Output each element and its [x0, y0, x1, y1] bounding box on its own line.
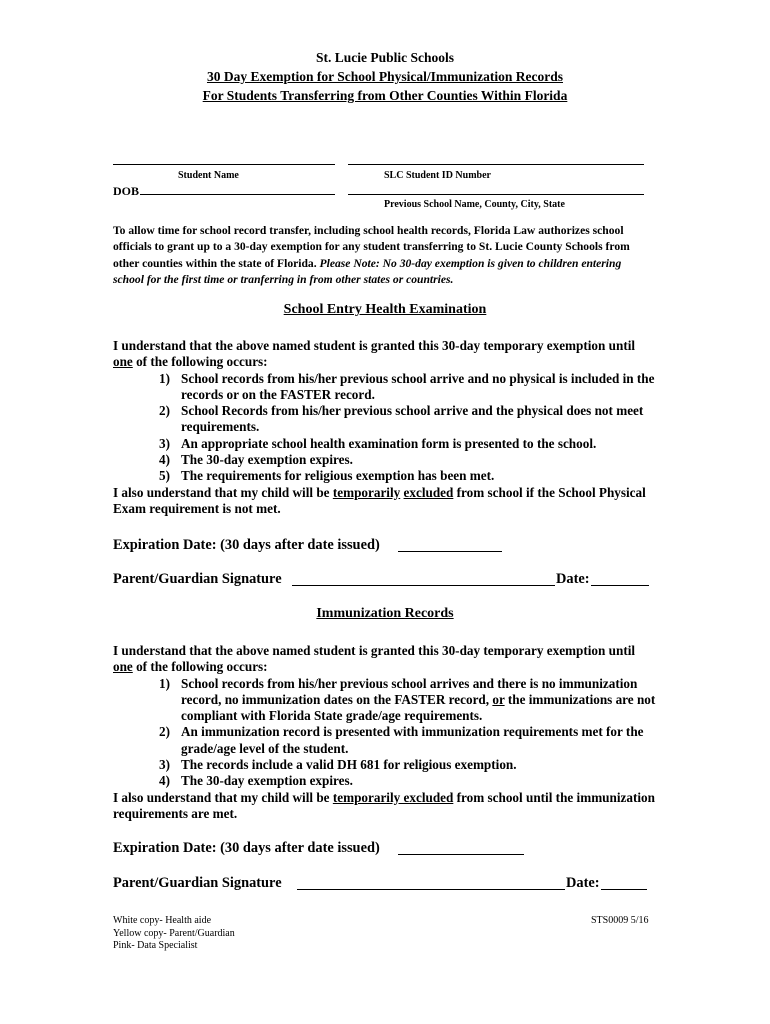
list-item-number: 3) [159, 435, 170, 451]
list-item-number: 2) [159, 724, 170, 740]
list-item-text: The requirements for religious exemption has been met. [181, 468, 495, 484]
one-emphasis: one [113, 354, 133, 370]
list-item-number: 4) [159, 773, 170, 789]
intro-paragraph [113, 223, 653, 288]
immunization-heading: Immunization Records [316, 606, 454, 621]
physical-expiration-label: Expiration Date: (30 days after date issued) [113, 537, 380, 553]
slc-id-label: SLC Student ID Number [384, 170, 491, 181]
list-item: 1) School records from his/her previous school arrives and there is no immunization record, no immunization dates on the FASTER record, or the immunizations are not compliant with Florida State grade/age requirements. [159, 675, 656, 724]
immunization-conditions-list [113, 676, 658, 725]
physical-closing: I also understand that my child will be temporarily excluded from school if the School Physical Exam requirement is not met. [113, 484, 646, 516]
form-subtitle: For Students Transferring from Other Counties Within Florida [202, 88, 568, 103]
list-item [113, 468, 658, 484]
copy-pink: Pink- Data Specialist [113, 940, 198, 951]
list-item-text: School Records from his/her previous school arrive and the physical does not meet requirements. [181, 403, 644, 435]
copy-yellow: Yellow copy- Parent/Guardian [113, 927, 235, 939]
physical-lead: I understand that the above named student is granted this 30-day temporary exemption until one of the following occurs: [113, 338, 636, 370]
physical-section [113, 338, 658, 517]
physical-signature-label: Parent/Guardian Signature [113, 571, 282, 587]
student-name-line[interactable] [113, 164, 335, 165]
physical-signature-line[interactable] [292, 585, 555, 586]
one-emphasis: one [113, 659, 133, 675]
physical-date-label: Date: [556, 571, 590, 587]
form-id: STS0009 5/16 [591, 915, 649, 926]
intro-note: Please Note: No 30-day exemption is given to children entering school for the first time or tranferring in from other states or countries. [113, 256, 622, 286]
previous-school-label: Previous School Name, County, City, State [384, 199, 565, 210]
list-item-number: 1) [159, 370, 170, 386]
excluded-emphasis: excluded [403, 484, 454, 500]
physical-heading: School Entry Health Examination [283, 302, 487, 317]
form-title: 30 Day Exemption for School Physical/Immunization Records [206, 69, 563, 84]
list-item-number: 2) [159, 403, 170, 419]
immunization-signature-label: Parent/Guardian Signature [113, 875, 282, 891]
physical-date-line[interactable] [591, 585, 649, 586]
or-emphasis: or [492, 691, 505, 707]
list-item-number: 3) [159, 757, 170, 773]
form-header [0, 48, 770, 105]
physical-conditions-list [113, 371, 658, 485]
list-item [113, 371, 658, 404]
immunization-expiration-line[interactable] [398, 854, 524, 855]
list-item [113, 403, 658, 436]
immunization-section [113, 643, 658, 822]
list-item [113, 757, 658, 773]
immunization-conditions-list-rest [113, 724, 658, 789]
dob-line[interactable] [140, 194, 335, 195]
immunization-closing: I also understand that my child will be temporarily excluded from school until the immunization requirements are met. [113, 789, 655, 821]
immunization-expiration-label: Expiration Date: (30 days after date issued) [113, 840, 380, 856]
slc-id-line[interactable] [348, 164, 644, 165]
list-item-text: An appropriate school health examination form is presented to the school. [181, 435, 597, 451]
immunization-date-line[interactable] [601, 889, 647, 890]
copy-white: White copy- Health aide [113, 915, 212, 926]
immunization-date-label: Date: [566, 875, 600, 891]
list-item-text: The 30-day exemption expires. [181, 773, 353, 789]
immunization-lead: I understand that the above named student is granted this 30-day temporary exemption until one of the following occurs: [113, 643, 636, 675]
temporarily-emphasis: temporarily [332, 484, 401, 500]
previous-school-line[interactable] [348, 194, 644, 195]
list-item-text: School records from his/her previous school arrive and no physical is included in the records or on the FASTER record. [181, 370, 655, 402]
intro-text: To allow time for school record transfer, including school health records, Florida Law authorizes school officials to grant up to a 30-day exemption for any student transferring to St. Lucie County Schools from other counties within the state of Florida. [113, 224, 630, 270]
list-item [113, 452, 658, 468]
dob-label: DOB [113, 184, 140, 198]
physical-expiration-line[interactable] [398, 551, 502, 552]
list-item-text: The records include a valid DH 681 for religious exemption. [181, 757, 517, 773]
list-item-number: 4) [159, 452, 170, 468]
immunization-signature-line[interactable] [297, 889, 565, 890]
copy-distribution [113, 915, 235, 953]
list-item [113, 724, 658, 757]
district-name: St. Lucie Public Schools [315, 50, 455, 65]
list-item-text: An immunization record is presented with immunization requirements met for the grade/age level of the student. [181, 724, 644, 756]
list-item [113, 436, 658, 452]
list-item-text: The 30-day exemption expires. [181, 452, 353, 468]
student-name-label: Student Name [178, 170, 239, 181]
list-item-number: 5) [159, 468, 170, 484]
list-item [113, 773, 658, 789]
temporarily-excluded-emphasis: temporarily excluded [332, 789, 454, 805]
